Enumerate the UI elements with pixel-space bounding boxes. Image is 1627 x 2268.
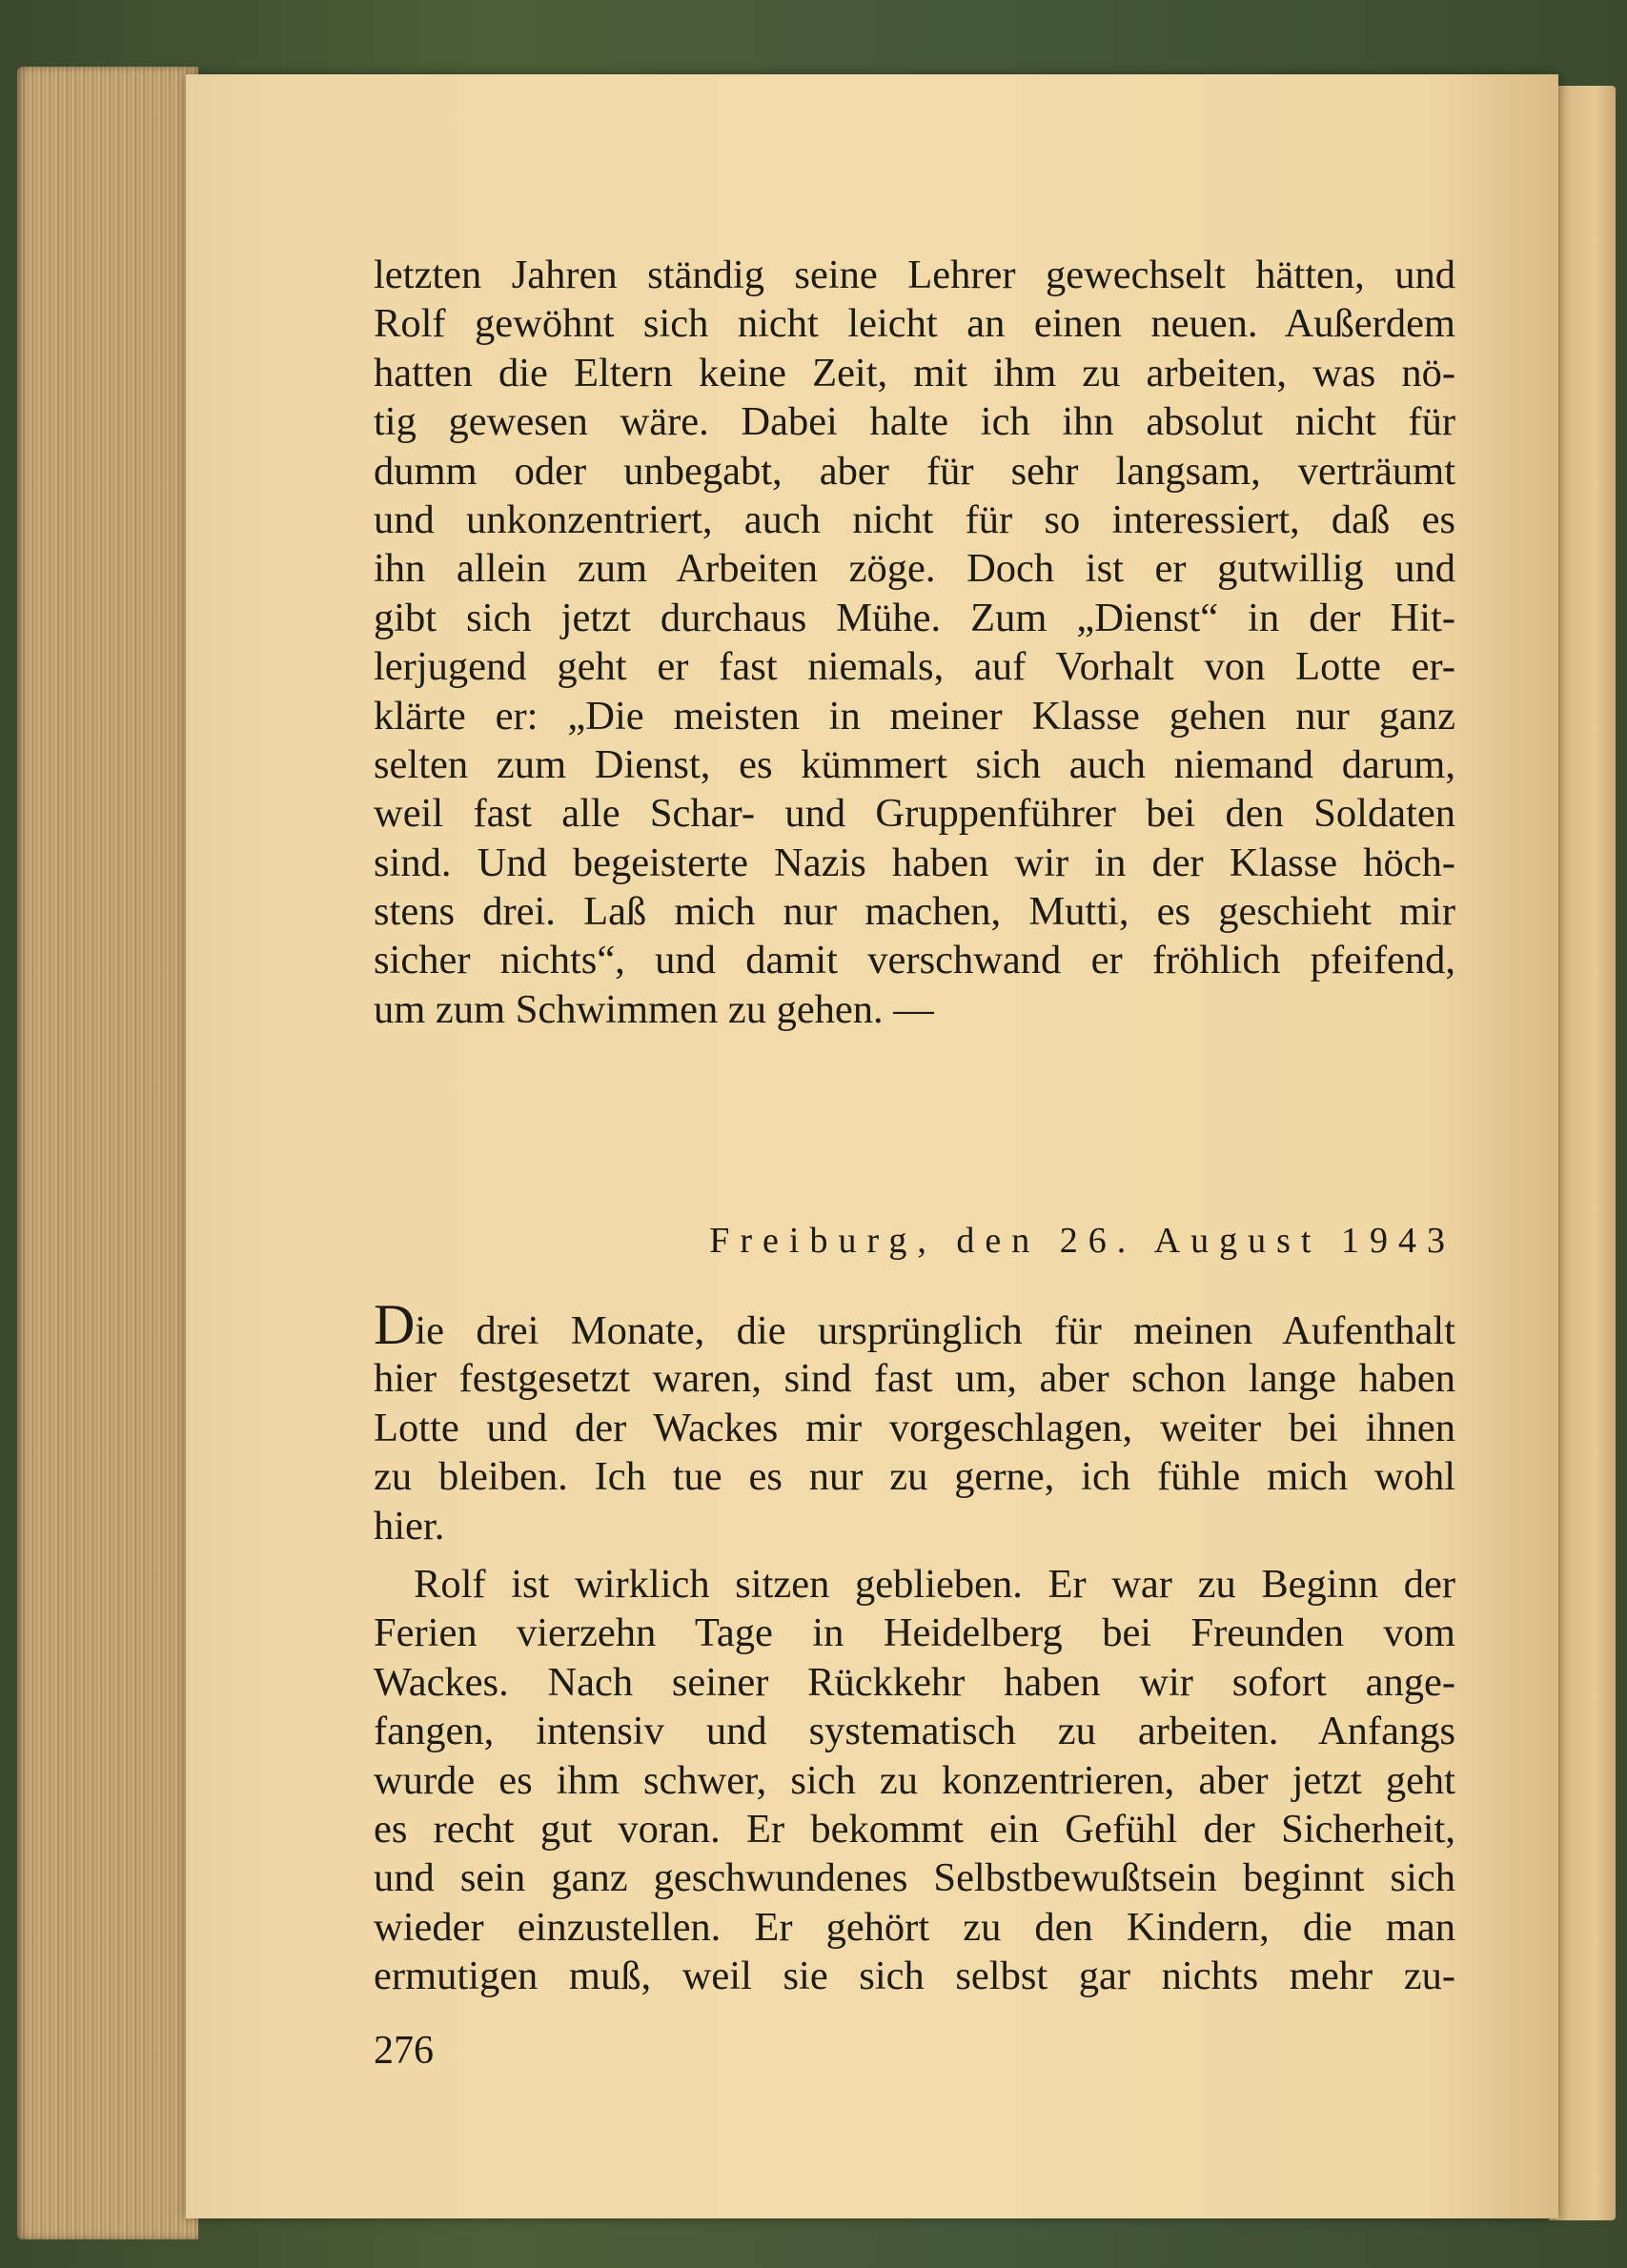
text-line: ermutigen muß, weil sie sich selbst gar nichts mehr zu- [374, 1954, 1455, 1999]
text-line: und sein ganz geschwundenes Selbstbewußtsein beginnt sich [374, 1855, 1455, 1901]
text-line: gibt sich jetzt durchaus Mühe. Zum „Dienst“ in der Hit- [374, 595, 1455, 640]
text-line: letzten Jahren ständig seine Lehrer gewechselt hätten, und [374, 253, 1455, 297]
text-line: hier. [374, 1503, 445, 1549]
text-line: sicher nichts“, und damit verschwand er fröhlich pfeifend, [374, 938, 1455, 983]
paragraph-2 [374, 1293, 1455, 1550]
text-line: sind. Und begeisterte Nazis haben wir in der Klasse höch- [374, 840, 1455, 885]
text-line: Rolf gewöhnt sich nicht leicht an einen neuen. Außerdem [374, 301, 1455, 347]
text-line: es recht gut voran. Er bekommt ein Gefühl der Sicherheit, [374, 1806, 1455, 1852]
text-line: um zum Schwimmen zu gehen. — [374, 986, 934, 1032]
facing-page-edge [1549, 86, 1616, 2220]
first-line-text: ie drei Monate, die ursprünglich für meinen Aufenthalt [415, 1308, 1455, 1353]
text-line: hatten die Eltern keine Zeit, mit ihm zu arbeiten, was nö- [374, 350, 1455, 395]
text-line: tig gewesen wäre. Dabei halte ich ihn absolut nicht für [374, 399, 1455, 445]
page-number: 276 [374, 2029, 434, 2073]
text-line: hier festgesetzt waren, sind fast um, aber schon lange haben [374, 1356, 1455, 1402]
drop-cap: D [374, 1293, 416, 1356]
text-line: ihn allein zum Arbeiten zöge. Doch ist er gutwillig und [374, 546, 1455, 592]
text-line: zu bleiben. Ich tue es nur zu gerne, ich fühle mich wohl [374, 1454, 1455, 1500]
text-line: wieder einzustellen. Er gehört zu den Kindern, die man [374, 1904, 1455, 1950]
dateline: Freiburg, den 26. August 1943 [709, 1221, 1455, 1261]
paragraph-1 [374, 251, 1455, 1034]
text-line-first [374, 1293, 1455, 1356]
text-line: dumm oder unbegabt, aber für sehr langsam, verträumt [374, 448, 1455, 494]
text-line: Lotte und der Wackes mir vorgeschlagen, weiter bei ihnen [374, 1405, 1455, 1450]
text-line: selten zum Dienst, es kümmert sich auch niemand darum, [374, 741, 1455, 787]
text-line: und unkonzentriert, auch nicht für so interessiert, daß es [374, 496, 1455, 542]
text-line: weil fast alle Schar- und Gruppenführer bei den Soldaten [374, 791, 1455, 837]
text-line-first [374, 1560, 1455, 1609]
text-line: lerjugend geht er fast niemals, auf Vorhalt von Lotte er- [374, 644, 1455, 690]
text-line: Wackes. Nach seiner Rückkehr haben wir sofort ange- [374, 1659, 1455, 1705]
text-line: wurde es ihm schwer, sich zu konzentrieren, aber jetzt geht [374, 1757, 1455, 1803]
text-line: stens drei. Laß mich nur machen, Mutti, es geschieht mir [374, 889, 1455, 935]
page-stack-edge [17, 67, 198, 2239]
text-line: fangen, intensiv und systematisch zu arbeiten. Anfangs [374, 1709, 1455, 1754]
first-line-text: Rolf ist wirklich sitzen geblieben. Er war zu Beginn der [414, 1562, 1455, 1607]
text-line: klärte er: „Die meisten in meiner Klasse gehen nur ganz [374, 693, 1455, 739]
text-line: Ferien vierzehn Tage in Heidelberg bei Freunden vom [374, 1610, 1455, 1656]
paragraph-3 [374, 1560, 1455, 2001]
